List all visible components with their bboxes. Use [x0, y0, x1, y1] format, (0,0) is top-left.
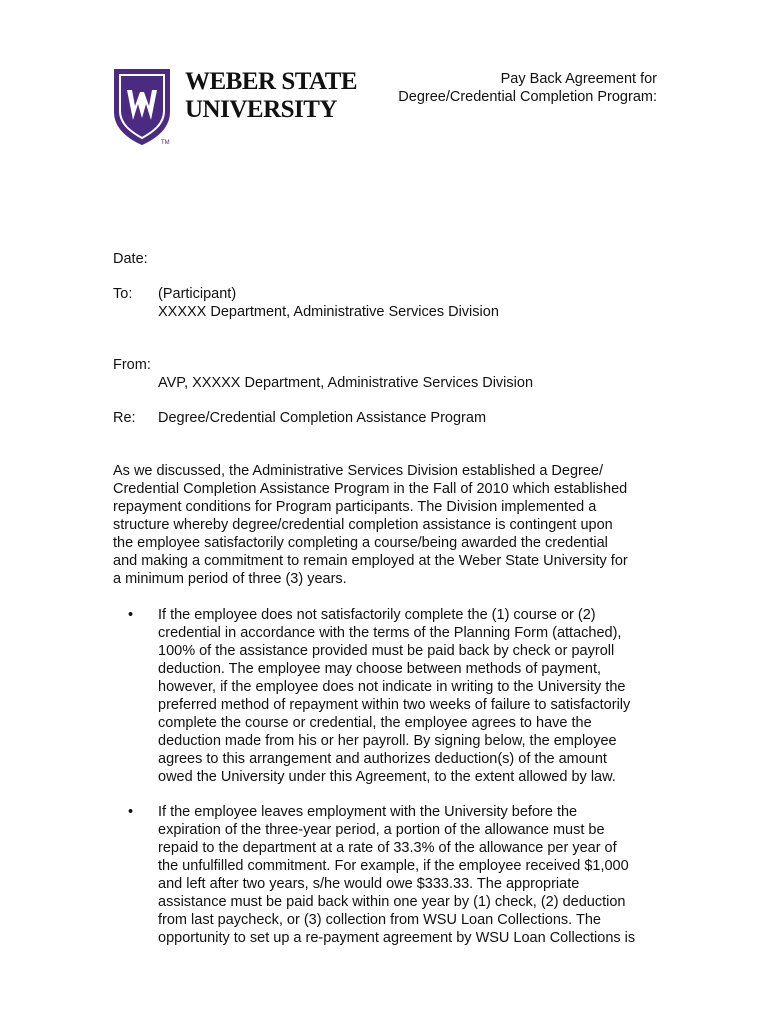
to-line-1: (Participant): [158, 286, 237, 302]
bullet-line: expiration of the three-year period, a portion of the allowance must be: [158, 822, 605, 838]
from-line: AVP, XXXXX Department, Administrative Services Division: [158, 375, 534, 391]
bullet-line: If the employee does not satisfactorily complete the (1) course or (2): [158, 607, 596, 623]
paragraph-line: the employee satisfactorily completing a course/being awarded the credential: [113, 535, 608, 551]
paragraph-line: and making a commitment to remain employed at the Weber State University for: [113, 553, 628, 569]
bullet-line: credential in accordance with the terms of the Planning Form (attached),: [158, 625, 622, 641]
bullet-line: agrees to this arrangement and authorizes deduction(s) of the amount: [158, 751, 607, 767]
bullet-text: [158, 606, 630, 786]
bullet-line: owed the University under this Agreement, to the extent allowed by law.: [158, 769, 616, 785]
to-label: To:: [113, 286, 133, 302]
to-value: [158, 285, 499, 321]
bullet-line: 100% of the assistance provided must be paid back by check or payroll: [158, 643, 615, 659]
bullet-line: from last paycheck, or (3) collection from WSU Loan Collections. The: [158, 912, 601, 928]
title-line-1: Pay Back Agreement for: [500, 71, 657, 87]
title-line-2: Degree/Credential Completion Program:: [398, 89, 657, 105]
university-shield-icon: [113, 68, 171, 146]
document-title: [398, 70, 657, 106]
bullet-line: however, if the employee does not indicate in writing to the University the: [158, 679, 626, 695]
bullet-line: If the employee leaves employment with the University before the: [158, 804, 578, 820]
re-line: Degree/Credential Completion Assistance Program: [158, 410, 487, 426]
trademark-mark: TM: [161, 140, 170, 146]
wordmark-line-1: WEBER STATE: [185, 68, 358, 95]
bullet-line: assistance must be paid back within one year by (1) check, (2) deduction: [158, 894, 626, 910]
paragraph-line: repayment conditions for Program participants. The Division implemented a: [113, 499, 597, 515]
paragraph-line: a minimum period of three (3) years.: [113, 571, 347, 587]
date-label: Date:: [113, 251, 148, 267]
bullet-line: deduction. The employee may choose between methods of payment,: [158, 661, 602, 677]
bullet-text: [158, 803, 635, 947]
bullet-line: opportunity to set up a re-payment agreement by WSU Loan Collections is: [158, 930, 636, 946]
from-label: From:: [113, 357, 151, 373]
paragraph-line: Credential Completion Assistance Program in the Fall of 2010 which established: [113, 481, 628, 497]
bullet-line: preferred method of repayment within two weeks of failure to satisfactorily: [158, 697, 631, 713]
bullet-line: and left after two years, s/he would owe $333.33. The appropriate: [158, 876, 580, 892]
wordmark: [185, 68, 357, 124]
bullet-line: the unfulfilled commitment. For example, if the employee received $1,000: [158, 858, 629, 874]
bullet-icon: •: [128, 607, 134, 623]
wordmark-line-2: UNIVERSITY: [185, 96, 337, 123]
to-line-2: XXXXX Department, Administrative Services Division: [158, 304, 499, 320]
intro-paragraph: [113, 462, 658, 588]
re-label: Re:: [113, 410, 136, 426]
from-value: [158, 374, 533, 392]
paragraph-line: As we discussed, the Administrative Services Division established a Degree/: [113, 463, 604, 479]
re-value: [158, 409, 486, 427]
bullet-line: complete the course or credential, the employee agrees to have the: [158, 715, 592, 731]
weber-state-logo: [113, 68, 358, 152]
bullet-line: deduction made from his or her payroll. By signing below, the employee: [158, 733, 617, 749]
paragraph-line: structure whereby degree/credential completion assistance is contingent upon: [113, 517, 613, 533]
bullet-line: repaid to the department at a rate of 33.3% of the allowance per year of: [158, 840, 617, 856]
bullet-icon: •: [128, 804, 134, 820]
